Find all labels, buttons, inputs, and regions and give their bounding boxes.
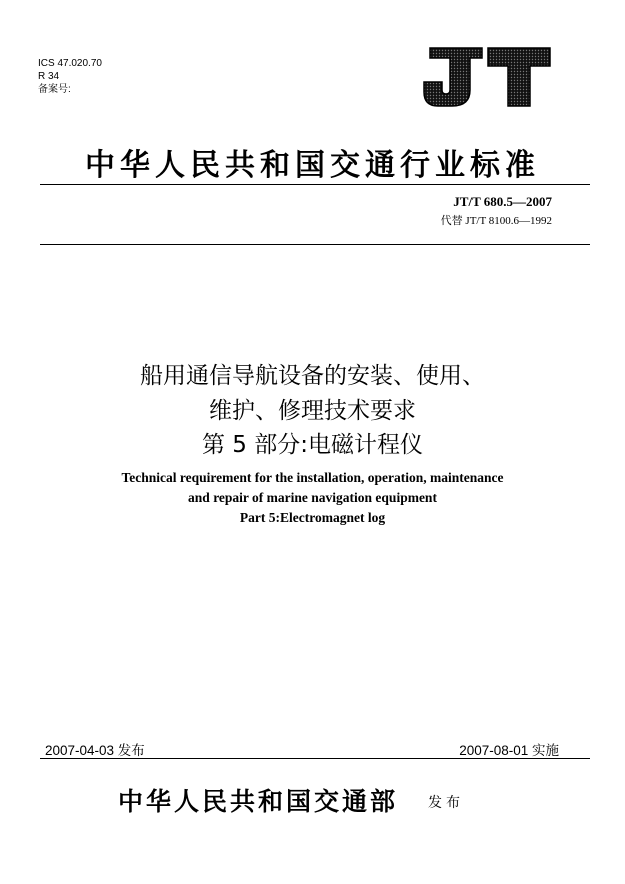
title-en-line-3: Part 5:Electromagnet log <box>239 510 386 525</box>
logo-letter-t <box>488 48 550 106</box>
standard-type-title: 中华人民共和国交通行业标准 <box>85 148 540 183</box>
bottom-divider <box>40 758 590 759</box>
issue-label: 发布 <box>428 795 464 811</box>
standard-code: JT/T 680.5—2007 <box>453 194 552 209</box>
logo-letter-j <box>424 48 482 106</box>
title-cn-line-2: 维护、修理技术要求 <box>209 398 416 424</box>
ccs-code: R 34 <box>38 71 60 82</box>
title-en-line-2: and repair of marine navigation equipment <box>188 490 437 505</box>
replaced-standard: 代替 JT/T 8100.6—1992 <box>440 215 552 227</box>
record-number: 备案号: <box>38 84 71 95</box>
title-cn-line-3: 第 5 部分:电磁计程仪 <box>201 432 423 458</box>
header-metadata <box>38 57 102 96</box>
ics-code: ICS 47.020.70 <box>38 58 102 69</box>
top-divider <box>40 184 590 185</box>
jt-logo <box>420 40 553 110</box>
title-en-line-1: Technical requirement for the installation, operation, maintenance <box>121 470 504 485</box>
publish-date: 2007-04-03 发布 <box>45 743 145 758</box>
implement-date: 2007-08-01 实施 <box>459 743 559 758</box>
issuing-authority: 中华人民共和国交通部 <box>118 787 399 816</box>
second-divider <box>40 244 590 245</box>
title-cn-line-1: 船用通信导航设备的安装、使用、 <box>140 363 485 389</box>
